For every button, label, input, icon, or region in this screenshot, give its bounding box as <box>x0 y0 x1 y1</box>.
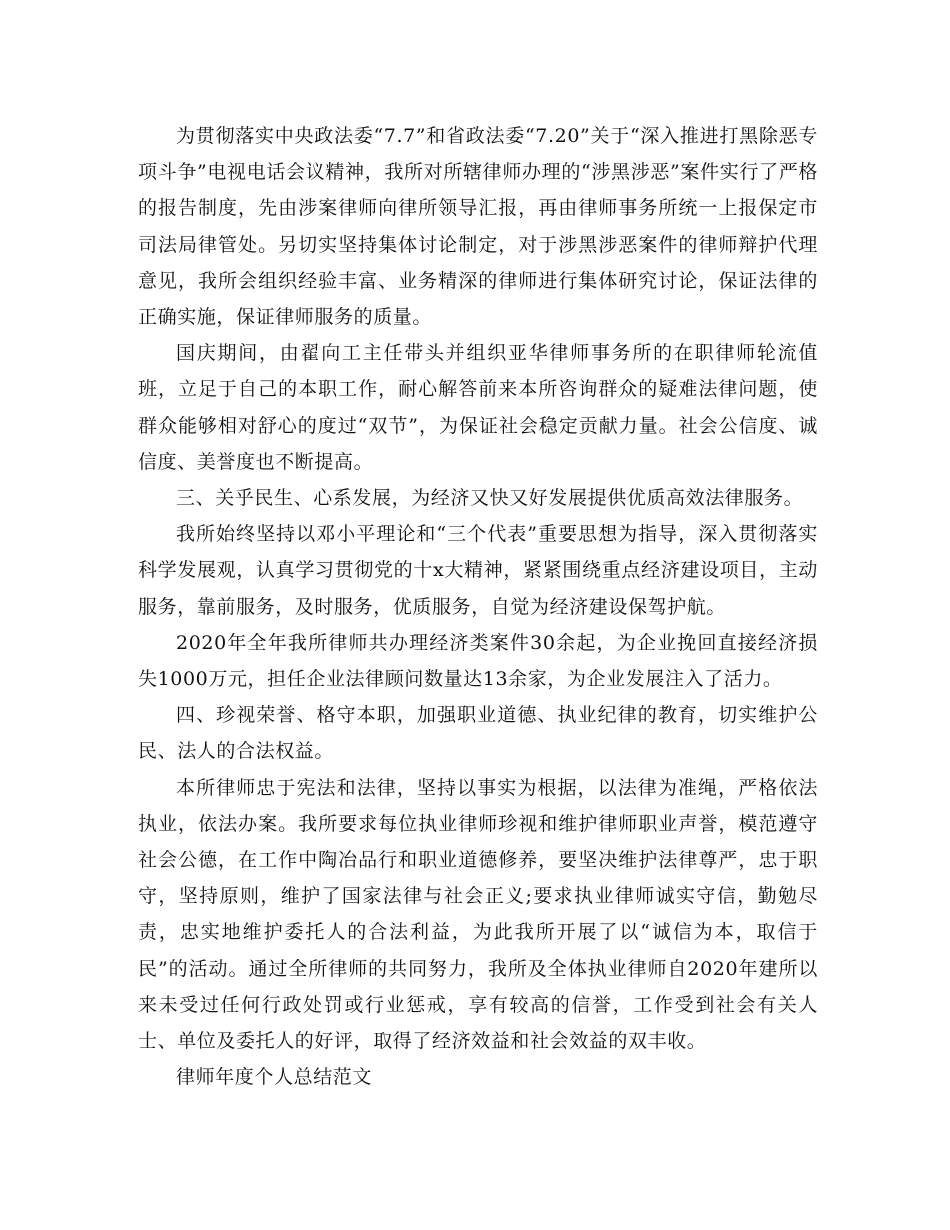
paragraph-guiding-ideology: 我所始终坚持以邓小平理论和“三个代表”重要思想为指导，深入贯彻落实科学发展观，认真学习贯彻党的十x大精神，紧紧围绕重点经济建设项目，主动服务，靠前服务，及时服务，优质服务，自觉为经济建设保驾护航。 <box>138 523 818 618</box>
section-heading-four: 四、珍视荣誉、格守本职，加强职业道德、执业纪律的教育，切实维护公民、法人的合法权益。 <box>138 704 818 763</box>
paragraph-national-day-duty: 国庆期间，由翟向工主任带头并组织亚华律师事务所的在职律师轮流值班，立足于自己的本职工作，耐心解答前来本所咨询群众的疑难法律问题，使群众能够相对舒心的度过“双节”，为保证社会稳定贡献力量。社会公信度、诚信度、美誉度也不断提高。 <box>138 342 818 473</box>
paragraph-annual-cases: 2020年全年我所律师共办理经济类案件30余起，为企业挽回直接经济损失1000万元，担任企业法律顾问数量达13余家，为企业发展注入了活力。 <box>138 631 818 691</box>
paragraph-reporting-system: 为贯彻落实中央政法委“7.7”和省政法委“7.20”关于“深入推进打黑除恶专项斗争”电视电话会议精神，我所对所辖律师办理的“涉黑涉恶”案件实行了严格的报告制度，先由涉案律师向律所领导汇报，再由律师事务所统一上报保定市司法局律管处。另切实坚持集体讨论制定，对于涉黑涉恶案件的律师辩护代理意见，我所会组织经验丰富、业务精深的律师进行集体研究讨论，保证法律的正确实施，保证律师服务的质量。 <box>138 125 818 329</box>
next-document-title: 律师年度个人总结范文 <box>176 1066 373 1089</box>
section-heading-three: 三、关乎民生、心系发展，为经济又快又好发展提供优质高效法律服务。 <box>176 487 804 510</box>
paragraph-professional-ethics: 本所律师忠于宪法和法律，坚持以事实为根据，以法律为准绳，严格依法执业，依法办案。我所要求每位执业律师珍视和维护律师职业声誉，模范遵守社会公德，在工作中陶冶品行和职业道德修养，要坚决维护法律尊严，忠于职守，坚持原则，维护了国家法律与社会正义;要求执业律师诚实守信，勤勉尽责，忠实地维护委托人的合法利益，为此我所开展了以“诚信为本，取信于民”的活动。通过全所律师的共同努力，我所及全体执业律师自2020年建所以来未受过任何行政处罚或行业惩戒，享有较高的信誉，工作受到社会有关人士、单位及委托人的好评，取得了经济效益和社会效益的双丰收。 <box>138 776 818 1053</box>
document-body <box>138 118 818 1095</box>
